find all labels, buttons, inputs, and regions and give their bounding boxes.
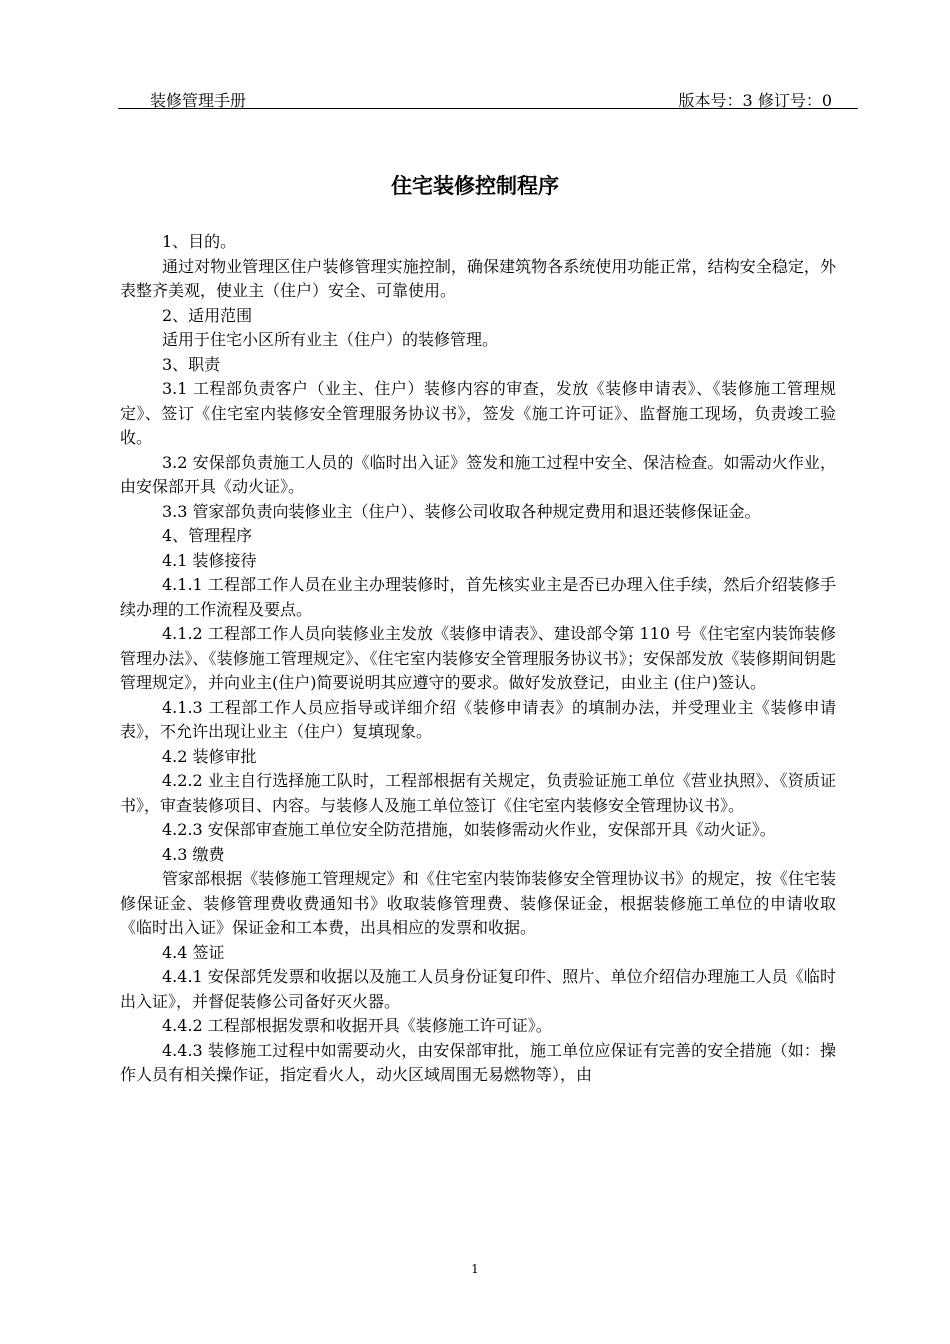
paragraph: 4.2.2 业主自行选择施工队时，工程部根据有关规定，负责验证施工单位《营业执照》、《资质证书》，审查装修项目、内容。与装修人及施工单位签订《住宅室内装修安全管理协议书》。 <box>120 771 836 815</box>
paragraph: 3.1 工程部负责客户（业主、住户）装修内容的审查，发放《装修申请表》、《装修施工管理规定》、签订《住宅室内装修安全管理服务协议书》，签发《施工许可证》、监督施工现场，负责竣工验收。 <box>120 379 836 447</box>
paragraph: 4.3 缴费 <box>162 844 225 864</box>
paragraph: 通过对物业管理区住户装修管理实施控制，确保建筑物各系统使用功能正常，结构安全稳定，外表整齐美观，使业主（住户）安全、可靠使用。 <box>120 256 836 300</box>
paragraph: 4.4.2 工程部根据发票和收据开具《装修施工许可证》。 <box>162 1016 552 1035</box>
paragraph: 管家部根据《装修施工管理规定》和《住宅室内装饰装修安全管理协议书》的规定，按《住宅装修保证金、装修管理费收费通知书》收取装修管理费、装修保证金，根据装修施工单位的申请收取《临时出入证》保证金和工本费，出具相应的发票和收据。 <box>120 869 836 937</box>
page-header <box>118 86 858 109</box>
paragraph: 4.1 装修接待 <box>162 550 257 570</box>
paragraph: 4.4 签证 <box>162 942 225 962</box>
paragraph: 4、管理程序 <box>162 526 253 545</box>
paragraph: 4.2 装修审批 <box>162 746 257 766</box>
paragraph: 适用于住宅小区所有业主（住户）的装修管理。 <box>162 330 499 349</box>
paragraph: 4.1.3 工程部工作人员应指导或详细介绍《装修申请表》的填制办法，并受理业主《装修申请表》，不允许出现让业主（住户）复填现象。 <box>120 697 836 741</box>
header-version-info: 版本号：3 修订号：0 <box>678 91 832 110</box>
paragraph: 3.2 安保部负责施工人员的《临时出入证》签发和施工过程中安全、保洁检查。如需动火作业，由安保部开具《动火证》。 <box>120 452 836 496</box>
document-body <box>120 230 836 1088</box>
paragraph: 1、目的。 <box>162 232 237 251</box>
paragraph: 4.1.2 工程部工作人员向装修业主发放《装修申请表》、建设部令第 110 号《住宅室内装饰装修管理办法》、《装修施工管理规定》、《住宅室内装修安全管理服务协议书》；安保部发放《装修期间钥匙管理规定》，并向业主(住户)简要说明其应遵守的要求。做好发放登记，由业主 (住户)签认。 <box>120 624 836 692</box>
page-number: 1 <box>471 1262 479 1276</box>
paragraph: 4.4.3 装修施工过程中如需要动火，由安保部审批，施工单位应保证有完善的安全措施（如：操作人员有相关操作证，指定看火人，动火区域周围无易燃物等），由 <box>120 1040 836 1084</box>
paragraph: 4.2.3 安保部审查施工单位安全防范措施，如装修需动火作业，安保部开具《动火证》。 <box>162 820 776 839</box>
header-manual-title: 装修管理手册 <box>150 91 247 110</box>
paragraph: 2、适用范围 <box>162 305 253 325</box>
paragraph: 3、职责 <box>162 354 221 374</box>
paragraph: 4.4.1 安保部凭发票和收据以及施工人员身份证复印件、照片、单位介绍信办理施工人员《临时出入证》，并督促装修公司备好灭火器。 <box>120 967 836 1011</box>
paragraph: 4.1.1 工程部工作人员在业主办理装修时，首先核实业主是否已办理入住手续，然后介绍装修手续办理的工作流程及要点。 <box>120 575 836 619</box>
paragraph: 3.3 管家部负责向装修业主（住户）、装修公司收取各种规定费用和退还装修保证金。 <box>162 501 761 521</box>
document-title: 住宅装修控制程序 <box>391 174 559 198</box>
